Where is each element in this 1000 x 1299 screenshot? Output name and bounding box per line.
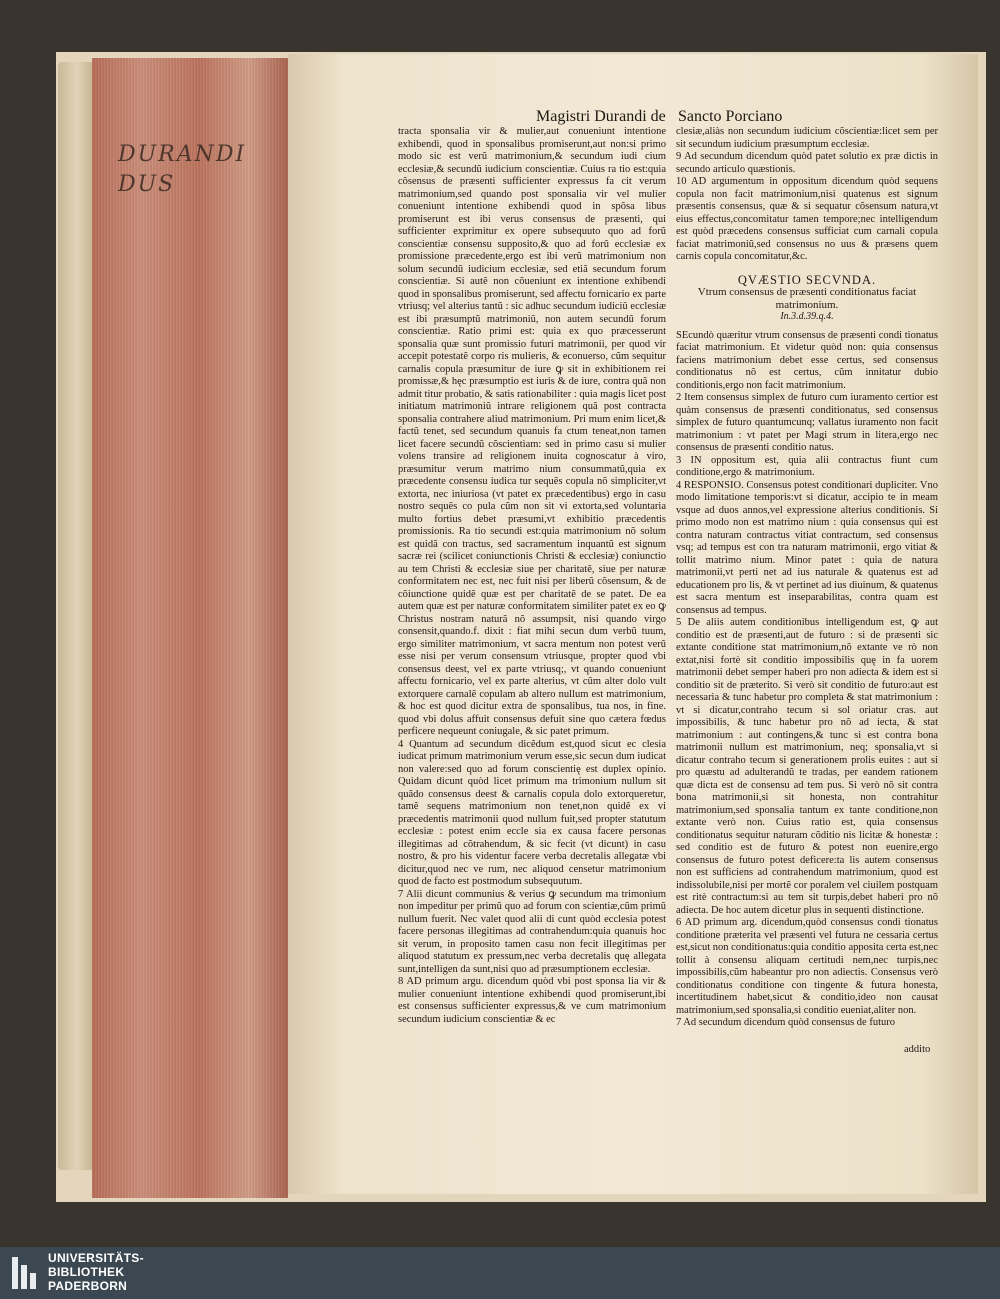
paragraph: 4 RESPONSIO. Consensus potest conditionari dupliciter. Vno modo limitatione temporis:vt si dicatur, accipio te in meam vsque ad duos annos,vel expressione alterius conditionis. Si primo modo non est matrimo nium : quia consensus qui est contra naturam contractus vitiat contractum, sed consensus vsq; ad tempus est con tra naturam matrimonii, ergo vitiat & tollit matrimo nium. Minor patet : quia de natura matrimonii,vt perti net ad ius naturale & quatenus est ad educationem pro lis, & vt pertinet ad ius diuinum, & quatenus est sacra mentum est inseparabilitas, contra quam est consensus ad tempus. [676,479,938,616]
paragraph: tracta sponsalia vir & mulier,aut conueniunt intentione exhibendi, quod in sponsalibus promiserunt,aut non:si primo modo sic est verũ matrimonium,& secundum iudi cium ecclesiæ,& secundũ iudicium conscientiæ. Cuius ra tio est:quia cõsensus de præsenti sufficienter expressus fa cit verum matrimonium,sed quando post sponsalia vir vel mulier conueniunt intentione exhibendi quod in spõsa libus promiserunt est ibi verus consensus de præsenti, qui sufficienter exprimitur ex opere subsequuto quo ad forũ conscientiæ consensu supposito,& quo ad forũ ecclesiæ ex promissione præcedente,ergo est ibi verũ matrimonium non solum secundũ iudicium ecclesiæ, sed etiã secundum forum conscientiæ. Si autẽ non cõueniunt ex intentione exhibendi quod in sponsalibus promiserunt, sed affectu fornicario ex parte vtriusq; vel alterius tantũ : sic adhuc secundum iudiciũ ecclesiæ est ibi præsumptũ matrimoniũ, non autem secundũ forum conscientiæ. Ratio primi est: quia ex quo præcesserunt sponsalia quæ sunt promissio futuri matrimonii, per quod vir accepit potestatẽ corpo ris mulieris, & econuerso, cũm sequitur carnalis copula præsumitur de iure ꝙ sit in exhibitionem rei promissæ,& hęc præsumptio est iuris & de iure, contra quã non admit titur probatio, & satis rationabiliter : quia magis licet post initiatum matrimoniũ intrare religionem quã post contracta sponsalia contrahere aliud matrimonium. Pri mum enim licet,& factũ tenet, sed secundum quanuis fa ctum teneat,non tamen licet facere secundũ cõscientiam: sed in primo casu si mulier volens transire ad religionem inuita cognoscatur à viro, præsumitur verum matrimo nium consummatũ,quia ex præcedente consensu iudica tur sequẽs copula nõ simpliciter,vt extorta, nec iniuriosa (vt patet ex præcedentibus) ergo in casu nostro sequẽs co pula cũm non sit vi extorta,sed voluntaria multo fortius debet præsumi,vt exhibitio præcedentis promissionis. Ra tio secundi est:quia matrimonium nõ solum est quidã con tractus, sed sacramentum inquantũ est signum sacræ rei (scilicet coniunctionis Christi & ecclesiæ) coniunctio au tem Christi & ecclesiæ siue per charitatẽ, siue per naturæ conformitatem nec est, nec fuit nisi per liberũ cõsensum, & de cõiunctione quidẽ quæ est per charitatẽ de se patet. De ea autem quæ est per naturæ conformitatem similiter patet ex eo ꝙ Christus nostram naturã nõ assumpsit, nisi quando virgo consensit,quando.f. dixit : fiat mihi secun dum verbũ tuum, ergo similiter matrimonium, vt sacra mentum non potest verũ esse nisi per verum consensum vtriusque, propter quod vbi consensus deest, vel ex parte vtriusq;, vt quando conueniunt affectu fornicario, vel ex parte alterius, vt cũm alter dolo vult extorquere carnalẽ copulam ab altero nullum est matrimonium, & hoc est quod dicitur extra de sponsalibus, tua nos, in fine. quod vbi dolus affuit consensus defuit sine quo cætera fœdus perficere nequeunt coniugale, & sic patet primum. [398,126,666,737]
question-reference: In.3.d.39.q.4. [780,311,834,322]
paragraph: 6 AD primum arg. dicendum,quòd consensus condi tionatus conditione præterita vel præsenti vel futura ne cessaria certus est,sicut non conditionatus:quia conditio apposita certa est,nec tollit à consensu aliquam certitudi nem,nec turpis,nec impossibilis,cũm habeantur pro non adiectis. Consensus verò conditionatus conditione con tingente & futura honesta, incertitudinem habet,sicut & conditio,ideo non causat matrimonium,sed sponsalia,si conditio eueniat,aliter non. [676,917,938,1016]
library-name-line: BIBLIOTHEK [48,1265,125,1279]
running-head [536,108,936,128]
question-subtitle: Vtrum consensus de præsenti conditionatus faciat matrimonium. [697,286,917,311]
manuscript-note [118,140,247,200]
paragraph: 3 IN oppositum est, quia alii contractus fiunt cum conditione,ergo & matrimonium. [676,454,938,478]
paragraph: 7 Alii dicunt communius & verius ꝙ secundum ma trimonium non impeditur per primũ quo ad forum con scientiæ,cũm primũ nullum fuerit. Nec valet quod alii di cunt quòd ecclesia potest facere personas illegitimas ad contrahendum:quia quanuis hoc sit verum, in proposito tamen casu non fecit illegitimas per aliquod statutum ex pressum,nec verba decretalis quę allegata sunt,intelligen da sunt,nisi quo ad præsumptionem ecclesiæ. [398,888,666,975]
paragraph: 8 AD primum argu. dicendum quòd vbi post sponsa lia vir & mulier conueniunt intentione exhibendi quod promiserunt,ibi est consensus sufficienter expressus,& ve cum matrimonium secundum iudicium conscientiæ & ec [398,976,666,1025]
text-column-right [676,126,938,1030]
manuscript-note-line: DUS [118,172,176,197]
library-name-line: PADERBORN [48,1279,128,1293]
red-fore-edge [92,58,288,1198]
paragraph: 5 De aliis autem conditionibus intelligendum est, ꝙ aut conditio est de præsenti,aut de futuro : si de præsenti sic extante conditione stat matrimonium,nõ extante ve rò non extat,nisi fortè sit conditio impossibilis quę in fa uorem matrimonii debet semper haberi pro non adiecta & idem est si conditio sit de præterito. Si verò sit conditio de futuro:aut est necessaria & tunc habetur pro completa & stat matrimonium : vt si dicatur,contraho tecum si sol oriatur cras. aut impossibilis, & tunc habetur pro nõ ad iecta, & stat matrimonium : aut contingens,& tunc si est contra bona matrimonii nullum est matrimonium, neq; sponsalia,vt si dicatur contraho tecum si generationem prolis euites : aut si pro quæstu ad adulterandũ te tradas, per eandem rationem quæ dicta est de consensu ad tem pus. Si verò nõ sit contra bona matrimonii,si sit honesta, non contrahitur matrimonium,sed sponsalia tantum ex tante conditione,non extante verò non. Cuius ratio est, quia consensus conditionatus sequitur naturam cõditio nis licitæ & honestæ : sed conditio est de futuro & potest non euenire,ergo consensus de futuro potest deficere:ta lis autem consensus non est sufficiens ad contrahendum matrimonium, quod est indissolubile,nisi per mortẽ cor poralem vel ciuilem postquam est ritè contractum:si au tem sit turpis,debet haberi pro nõ adiecta. De hoc autem dicetur plus in sequenti distinctione. [676,617,938,916]
library-footer [0,1247,1000,1299]
running-head-right: Sancto Porciano [678,108,783,125]
text-column-left [398,126,666,1026]
catchword: addito [904,1044,931,1055]
paragraph: SEcundò quæritur vtrum consensus de præsenti condi tionatus faciat matrimonium. Et videtur quòd non: quia consensus faciens matrimonium debet esse certus, sed consensus conditionatus nõ est certus, cũm innitatur dubio conditionis,ergo non facit matrimonium. [676,329,938,391]
library-logo-icon [12,1257,40,1289]
paragraph: 9 Ad secundum dicendum quòd patet solutio ex præ dictis in secundo articulo quæstionis. [676,151,938,175]
paragraph: 2 Item consensus simplex de futuro cum iuramento certior est quàm consensus de præsenti conditionatus, sed consensus simplex de futuro quantumcunq; vallatus iuramento non facit matrimonium : vt patet per Magi strum in litera,ergo nec consensus de præsenti conditio natus. [676,392,938,453]
running-head-left: Magistri Durandi de [536,108,666,125]
library-name-line: UNIVERSITÄTS- [48,1251,144,1265]
paragraph: 4 Quantum ad secundum dicẽdum est,quod sicut ec clesia iudicat primum matrimonium verum esse,sic secun dum iudicat non valere:sed quo ad forum conscientię est duplex opinio. Quidam dicunt quòd licet primum ma trimonium nullum sit quãdo consensus deest & carnalis copula dolo extorqueretur, tamẽ sequens matrimonium non tenet,non quidẽ ex vi præcedentis matrimonii quod nullum fuit,sed propter statutum ecclesiæ : potest enim eccle sia ex causa facere personas illegitimas ad cõtrahendum, & sic fecit (vt dicunt) in casu nostro, & pro his videntur facere verba decretalis allegatæ vbi dicitur,quod nec ve rum, nec aliquod censetur matrimonium quod de facto est postmodum subsequutum. [398,738,666,887]
question-heading [676,274,938,324]
paragraph: 10 AD argumentum in oppositum dicendum quòd sequens copula non facit matrimonium,nisi quatenus est signum præsentis consensus, quæ & si sequatur cõsensum natura,vt eius effectus,concomitatur tamen tempore;nec intelligendum est quòd præcedens consensus sufficiat cum carnali copula faciat matrimoniũ,sed consensus no uus & præsens quem carnis copula concomitatur,&c. [676,176,938,262]
question-title: QVÆSTIO SECVNDA. [737,272,877,287]
paragraph: 7 Ad secundum dicendum quòd consensus de futuro [676,1017,896,1028]
manuscript-note-line: DURANDI [118,142,247,167]
paragraph: clesiæ,aliàs non secundum iudicium cõscientiæ:licet sem per sit secundum iudicium præsumptum ecclesiæ. [676,126,938,150]
library-name [48,1251,144,1293]
vellum-binding [58,62,96,1170]
